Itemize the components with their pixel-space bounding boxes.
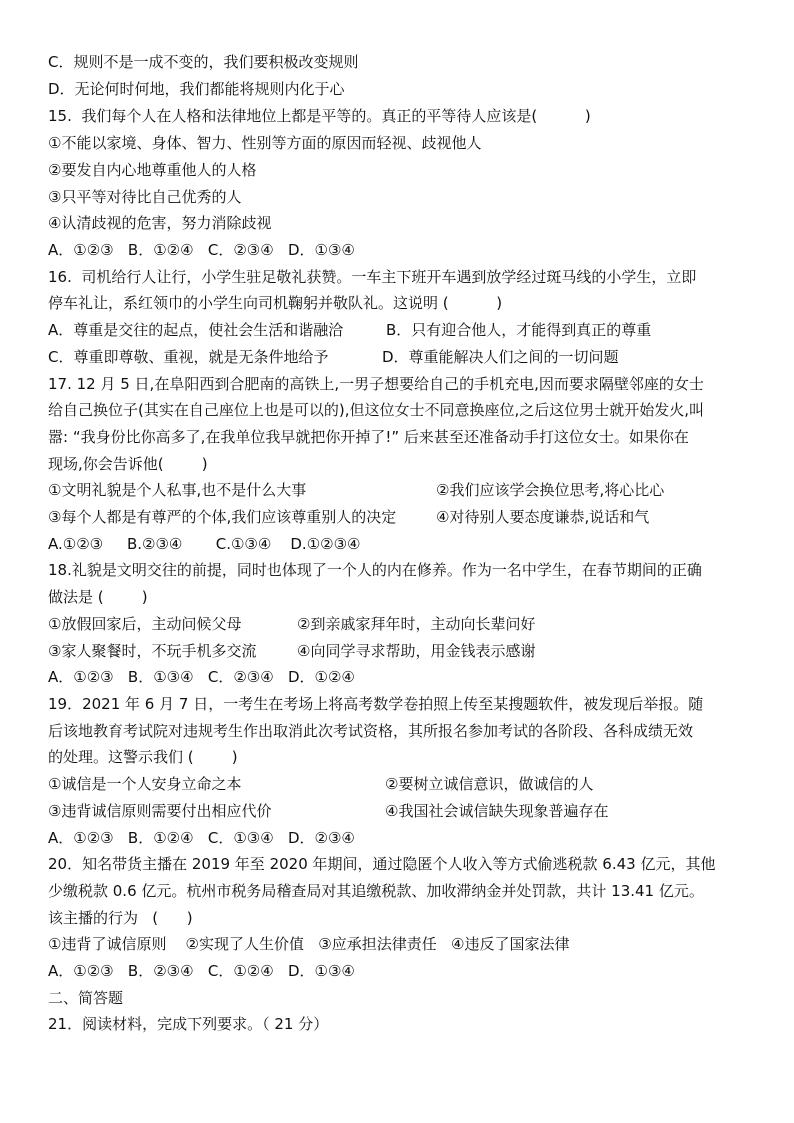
q17-stem-line3: 嚣: “我身份比你高多了,在我单位我早就把你开掉了!” 后来甚至还准备动手打这位女士。如果你在 [48,428,689,446]
q19-item-4: ④我国社会诚信缺失现象普遍存在 [385,802,609,820]
q16-stem-line2: 停车礼让，系红领巾的小学生向司机鞠躬并敬队礼。这说明 ( ) [48,294,503,312]
q18-options: A．①②③ B．①③④ C．②③④ D．①②④ [48,668,355,686]
q18-item-1: ①放假回家后，主动问候父母 [48,615,242,633]
q20-items: ①违背了诚信原则 ②实现了人生价值 ③应承担法律责任 ④违反了国家法律 [48,935,570,953]
q15-options: A．①②③ B．①②④ C．②③④ D．①③④ [48,241,355,259]
q17-item-3: ③每个人都是有尊严的个体,我们应该尊重别人的决定 [48,508,397,526]
q19-stem-line1: 19．2021 年 6 月 7 日，一考生在考场上将高考数学卷拍照上传至某搜题软件，被发现后举报。随 [48,695,704,713]
q19-item-3: ③违背诚信原则需要付出相应代价 [48,802,272,820]
q15-item-2: ②要发自内心地尊重他人的人格 [48,161,257,179]
q18-item-3: ③家人聚餐时，不玩手机多交流 [48,642,257,660]
q18-item-2: ②到亲戚家拜年时，主动向长辈问好 [297,615,536,633]
q19-item-2: ②要树立诚信意识，做诚信的人 [385,775,594,793]
section-heading: 二、简答题 [48,989,124,1007]
q17-item-4: ④对待别人要态度谦恭,说话和气 [436,508,650,526]
q15-item-4: ④认清歧视的危害，努力消除歧视 [48,214,272,232]
q15-stem: 15. 我们每个人在人格和法律地位上都是平等的。真正的平等待人应该是( ) [48,107,591,125]
q20-stem-line3: 该主播的行为 ( ) [48,909,193,927]
q16-option-a: A．尊重是交往的起点，使社会生活和谐融洽 [48,321,344,339]
q19-item-1: ①诚信是一个人安身立命之本 [48,775,242,793]
q14-option-c: C．规则不是一成不变的，我们要积极改变规则 [48,53,359,71]
q14-option-d: D．无论何时何地，我们都能将规则内化于心 [48,80,345,98]
q18-stem-line2: 做法是 ( ) [48,588,148,606]
q17-stem-line4: 现场,你会告诉他( ) [48,455,208,473]
q21-stem: 21．阅读材料，完成下列要求。（ 21 分） [48,1015,329,1033]
q16-option-d: D．尊重能解决人们之间的一切问题 [382,348,619,366]
q16-stem-line1: 16. 司机给行人让行，小学生驻足敬礼获赞。一车主下班开车遇到放学经过斑马线的小学生，立即 [48,268,697,286]
q17-stem-line2: 给自己换位子(其实在自己座位上也是可以的),但这位女士不同意换座位,之后这位男士就开始发火,叫 [48,401,705,419]
q16-option-b: B．只有迎合他人，才能得到真正的尊重 [386,321,652,339]
q17-stem-line1: 17. 12 月 5 日,在阜阳西到合肥南的高铁上,一男子想要给自己的手机充电,因而要求隔壁邻座的女士 [48,375,704,393]
q20-options: A．①②③ B．②③④ C．①②④ D．①③④ [48,962,355,980]
q16-option-c: C．尊重即尊敬、重视，就是无条件地给予 [48,348,329,366]
q19-stem-line2: 后该地教育考试院对违规考生作出取消此次考试资格，其所报名参加考试的各阶段、各科成绩无效 [48,722,694,740]
q17-item-1: ①文明礼貌是个人私事,也不是什么大事 [48,481,307,499]
q18-stem-line1: 18.礼貌是文明交往的前提，同时也体现了一个人的内在修养。作为一名中学生，在春节期间的正确 [48,561,702,579]
q18-item-4: ④向同学寻求帮助，用金钱表示感谢 [297,642,536,660]
q15-item-3: ③只平等对待比自己优秀的人 [48,188,242,206]
q19-stem-line3: 的处理。这警示我们 ( ) [48,748,238,766]
q20-stem-line1: 20．知名带货主播在 2019 年至 2020 年期间，通过隐匿个人收入等方式偷逃税款 6.43 亿元，其他 [48,855,716,873]
q15-item-1: ①不能以家境、身体、智力、性别等方面的原因而轻视、歧视他人 [48,134,482,152]
q20-stem-line2: 少缴税款 0.6 亿元。杭州市税务局稽查局对其追缴税款、加收滞纳金并处罚款，共计 13.41 亿元。 [48,882,704,900]
q17-item-2: ②我们应该学会换位思考,将心比心 [436,481,665,499]
q19-options: A．①②③ B．①②④ C．①③④ D．②③④ [48,829,355,847]
q17-options: A.①②③ B.②③④ C.①③④ D.①②③④ [48,535,361,553]
